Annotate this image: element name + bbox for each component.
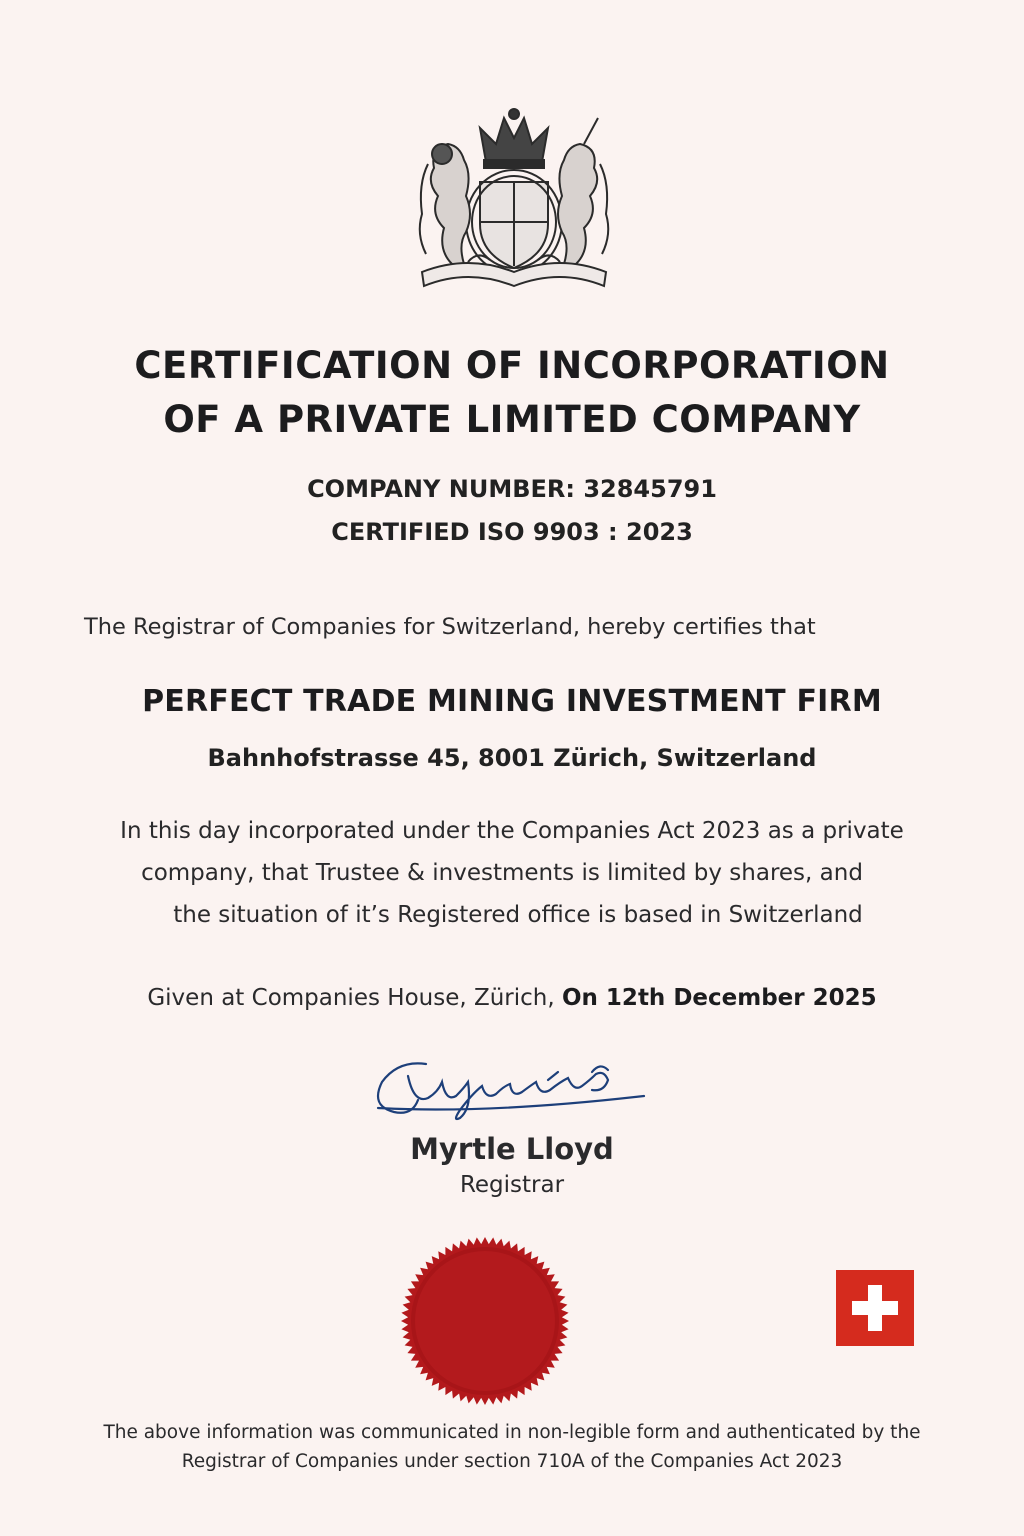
company-address: Bahnhofstrasse 45, 8001 Zürich, Switzerland bbox=[207, 744, 817, 772]
issue-date: On 12th December 2025 bbox=[562, 985, 877, 1011]
company-name: PERFECT TRADE MINING INVESTMENT FIRM bbox=[142, 684, 882, 719]
royal-coat-of-arms-icon bbox=[408, 104, 620, 290]
statement-line-1: In this day incorporated under the Companies Act 2023 as a private bbox=[120, 818, 904, 844]
iso-certification: CERTIFIED ISO 9903 : 2023 bbox=[331, 518, 693, 546]
given-at-prefix: Given at Companies House, Zürich, bbox=[147, 985, 555, 1011]
statement-line-3: the situation of it’s Registered office is based in Switzerland bbox=[173, 902, 863, 928]
swiss-flag-icon bbox=[836, 1270, 914, 1346]
certificate-title-line-2: OF A PRIVATE LIMITED COMPANY bbox=[163, 398, 861, 441]
company-number: COMPANY NUMBER: 32845791 bbox=[307, 475, 717, 503]
footer-line-2: Registrar of Companies under section 710A of the Companies Act 2023 bbox=[181, 1451, 843, 1472]
footer-line-1: The above information was communicated in non-legible form and authenticated by the bbox=[103, 1422, 921, 1443]
signatory-name: Myrtle Lloyd bbox=[410, 1132, 614, 1166]
red-wax-seal-icon bbox=[400, 1236, 570, 1406]
statement-line-2: company, that Trustee & investments is limited by shares, and bbox=[141, 860, 863, 886]
registrar-intro: The Registrar of Companies for Switzerland, hereby certifies that bbox=[84, 614, 816, 640]
signatory-role: Registrar bbox=[459, 1172, 565, 1198]
given-at-line bbox=[0, 985, 1024, 1011]
handwritten-signature-icon bbox=[368, 1052, 658, 1132]
certificate-title-line-1: CERTIFICATION OF INCORPORATION bbox=[134, 344, 890, 387]
